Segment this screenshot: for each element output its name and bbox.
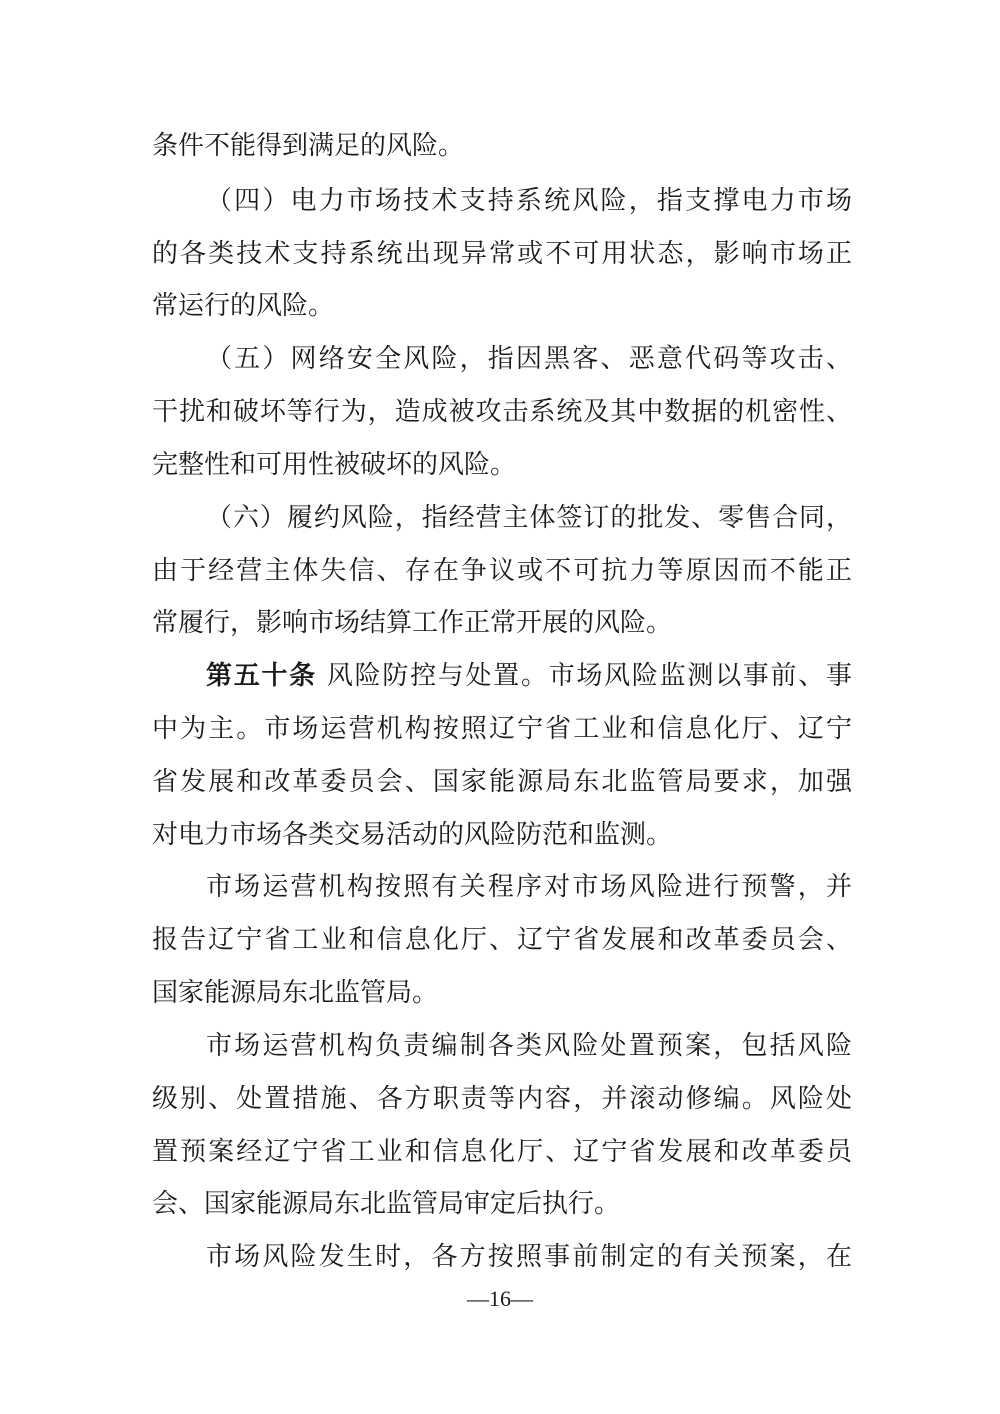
text-line: 中为主。市场运营机构按照辽宁省工业和信息化厅、辽宁 — [152, 714, 852, 744]
article-text: 风险防控与处置。市场风险监测以事前、事 — [326, 661, 852, 691]
text-line: 省发展和改革委员会、国家能源局东北监管局要求，加强 — [152, 767, 852, 797]
text-line: 市场运营机构按照有关程序对市场风险进行预警，并 — [206, 872, 852, 902]
text-line: 的各类技术支持系统出现异常或不可用状态，影响市场正 — [152, 239, 852, 269]
text-line: 市场风险发生时，各方按照事前制定的有关预案，在 — [206, 1242, 852, 1272]
text-line: 会、国家能源局东北监管局审定后执行。 — [152, 1189, 621, 1219]
text-line: 级别、处置措施、各方职责等内容，并滚动修编。风险处 — [152, 1084, 852, 1114]
article-line — [206, 654, 852, 698]
text-line: 报告辽宁省工业和信息化厅、辽宁省发展和改革委员会、 — [152, 925, 852, 955]
text-line: 国家能源局东北监管局。 — [152, 978, 439, 1008]
article-label: 第五十条 — [206, 661, 317, 691]
text-line: 干扰和破坏等行为，造成被攻击系统及其中数据的机密性、 — [152, 397, 852, 427]
text-line: 常履行，影响市场结算工作正常开展的风险。 — [152, 608, 673, 638]
text-line: 常运行的风险。 — [152, 291, 335, 321]
text-line: 由于经营主体失信、存在争议或不可抗力等原因而不能正 — [152, 556, 852, 586]
text-line: 置预案经辽宁省工业和信息化厅、辽宁省发展和改革委员 — [152, 1137, 852, 1167]
text-line: 条件不能得到满足的风险。 — [152, 131, 465, 161]
text-line: 市场运营机构负责编制各类风险处置预案，包括风险 — [206, 1031, 852, 1061]
text-line: 对电力市场各类交易活动的风险防范和监测。 — [152, 820, 673, 850]
text-line: （五）网络安全风险，指因黑客、恶意代码等攻击、 — [206, 344, 852, 374]
page-number: —16— — [467, 1286, 533, 1311]
text-line: （六）履约风险，指经营主体签订的批发、零售合同， — [206, 503, 852, 533]
text-line: 完整性和可用性被破坏的风险。 — [152, 450, 517, 480]
text-line: （四）电力市场技术支持系统风险，指支撑电力市场 — [206, 186, 852, 216]
